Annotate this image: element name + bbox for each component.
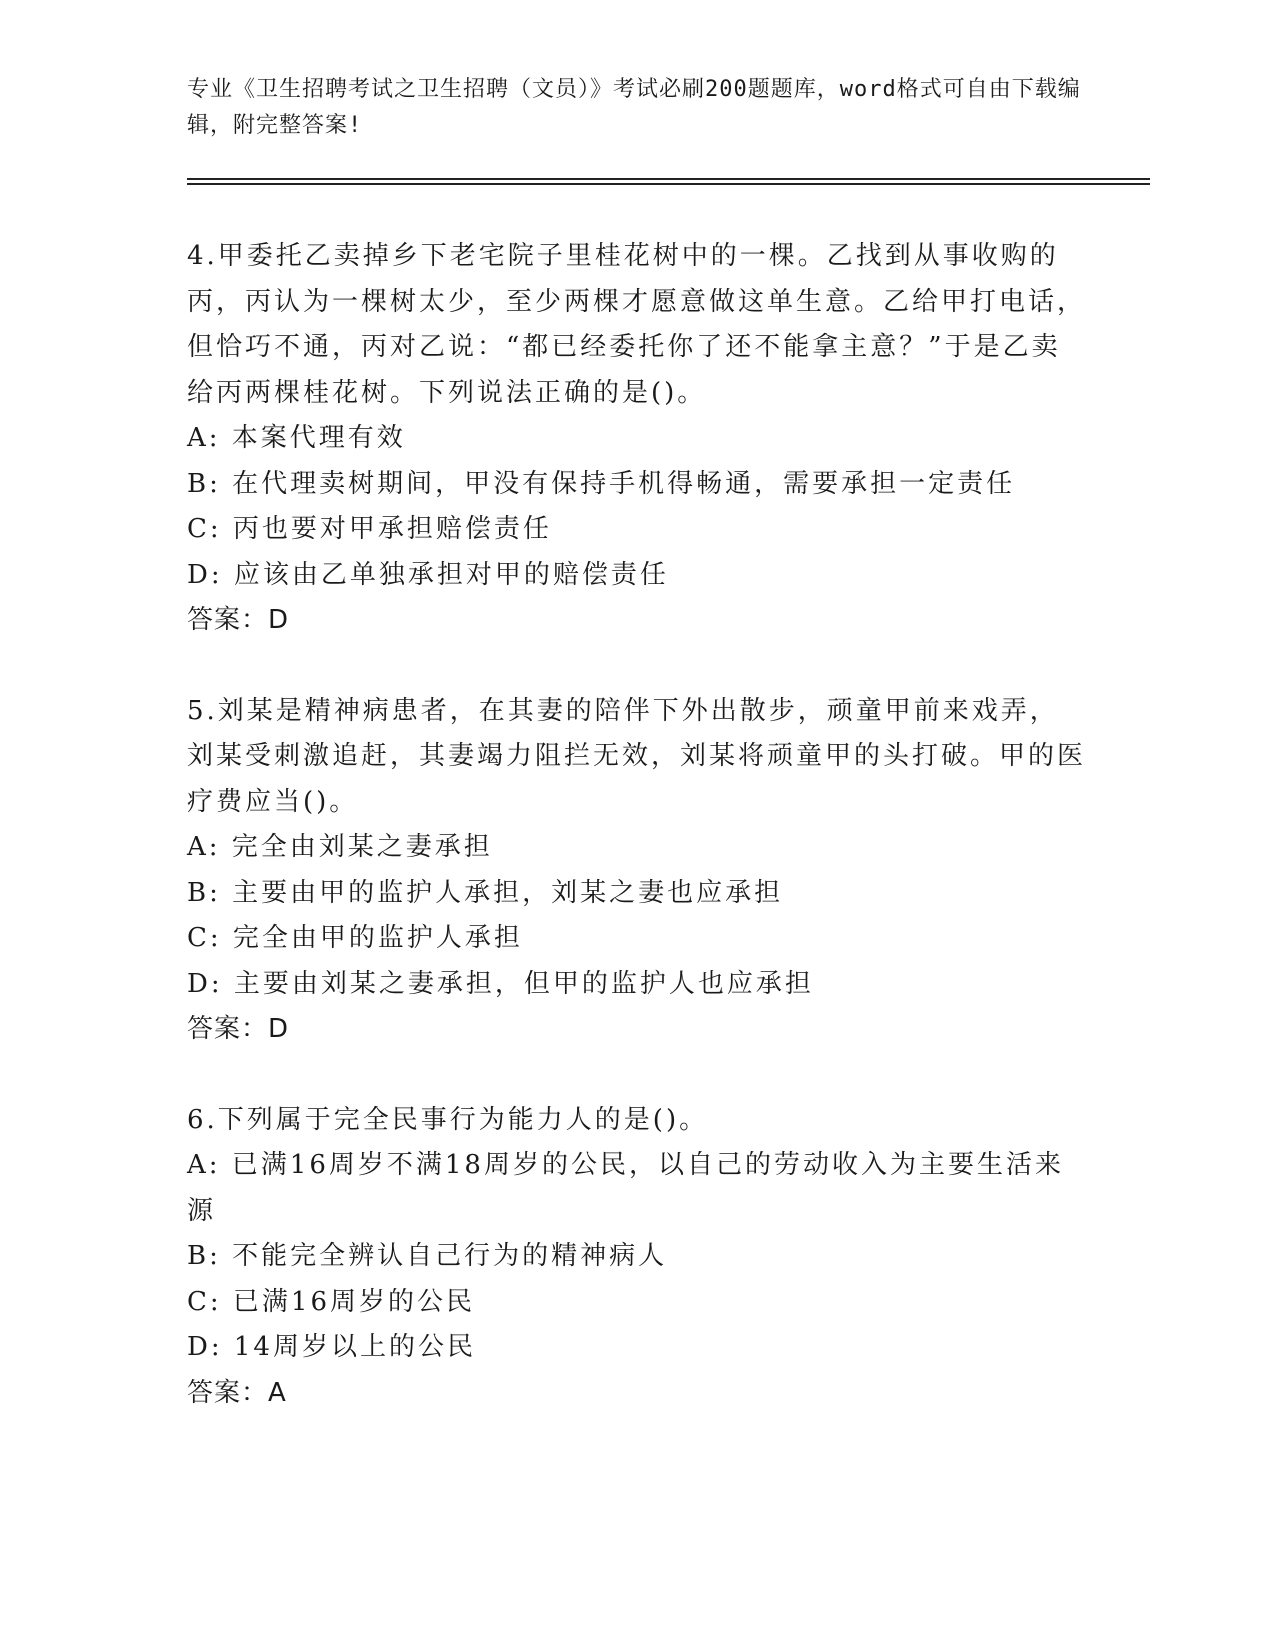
option-c: C: 已满16周岁的公民 (187, 1286, 476, 1317)
question-item (187, 234, 1087, 644)
question-text: 6.下列属于完全民事行为能力人的是()。 (187, 1104, 709, 1135)
option-c: C: 完全由甲的监护人承担 (187, 923, 523, 953)
option-c: C: 丙也要对甲承担赔偿责任 (187, 514, 552, 544)
answer-text: 答案：D (187, 1014, 290, 1044)
option-b: B: 在代理卖树期间，甲没有保持手机得畅通，需要承担一定责任 (187, 468, 1016, 499)
header-divider-top (187, 178, 1150, 180)
option-d: D: 主要由刘某之妻承担，但甲的监护人也应承担 (187, 968, 814, 999)
option-b: B: 主要由甲的监护人承担，刘某之妻也应承担 (187, 877, 784, 908)
question-item (187, 1098, 1087, 1417)
header-divider-bottom (187, 183, 1150, 185)
answer-text: 答案：A (187, 1377, 287, 1408)
option-d: D: 14周岁以上的公民 (187, 1332, 476, 1362)
option-a: A: 完全由刘某之妻承担 (187, 832, 493, 862)
option-a: A: 已满16周岁不满18周岁的公民，以自己的劳动收入为主要生活来源 (187, 1150, 1064, 1226)
question-text: 5.刘某是精神病患者，在其妻的陪伴下外出散步，顽童甲前来戏弄，刘某受刺激追赶，其妻竭力阻拦无效，刘某将顽童甲的头打破。甲的医疗费应当()。 (187, 695, 1087, 817)
option-a: A: 本案代理有效 (187, 423, 406, 453)
question-list (187, 234, 1087, 1416)
option-d: D: 应该由乙单独承担对甲的赔偿责任 (187, 559, 669, 590)
question-item (187, 689, 1087, 1053)
answer-text: 答案：D (187, 605, 290, 635)
question-text: 4.甲委托乙卖掉乡下老宅院子里桂花树中的一棵。乙找到从事收购的丙，丙认为一棵树太少，至少两棵才愿意做这单生意。乙给甲打电话，但恰巧不通，丙对乙说：“都已经委托你了还不能拿主意？”于是乙卖给丙两棵桂花树。下列说法正确的是()。 (187, 241, 1087, 408)
document-header (187, 72, 1087, 144)
option-b: B: 不能完全辨认自己行为的精神病人 (187, 1241, 668, 1271)
header-title: 专业《卫生招聘考试之卫生招聘（文员）》考试必刷200题题库，word格式可自由下载编辑，附完整答案! (187, 77, 1081, 138)
